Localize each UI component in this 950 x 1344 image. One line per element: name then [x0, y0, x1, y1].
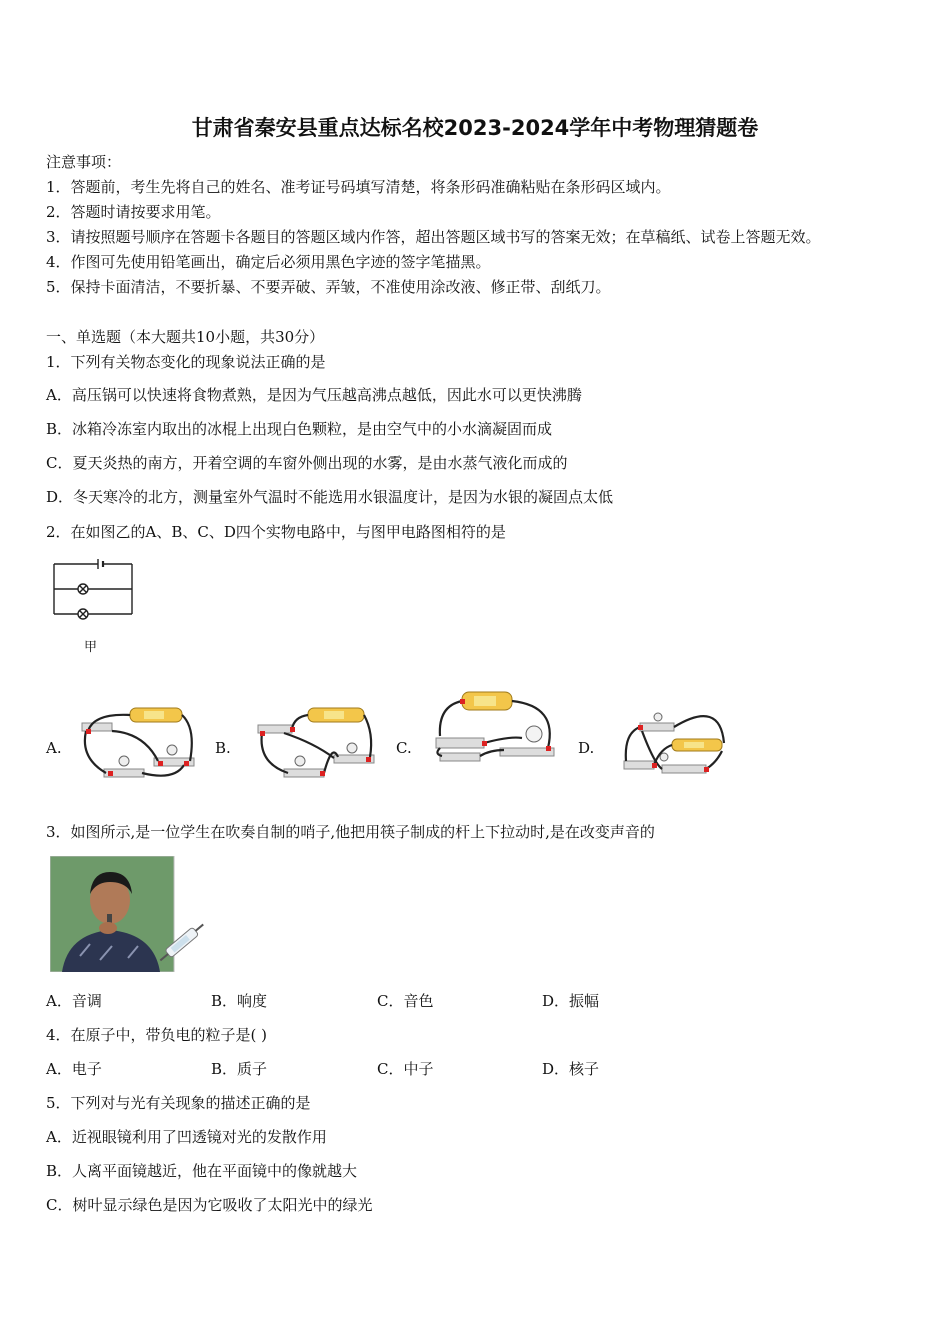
circuit-option-c-label: C. — [396, 739, 412, 757]
question-4-stem: 4．在原子中，带负电的粒子是( ) — [46, 1026, 268, 1044]
question-1-option-b: B．冰箱冷冻室内取出的冰棍上出现白色颗粒，是由空气中的小水滴凝固而成 — [46, 420, 553, 438]
question-4-option-b: B．质子 — [211, 1060, 268, 1078]
question-3-stem: 3．如图所示,是一位学生在吹奏自制的哨子,他把用筷子制成的杆上下拉动时,是在改变声音的 — [46, 823, 655, 841]
notice-item: 1．答题前，考生先将自己的姓名、准考证号码填写清楚，将条形码准确粘贴在条形码区域内。 — [46, 178, 671, 196]
notice-item: 3．请按照题号顺序在答题卡各题目的答题区域内作答，超出答题区域书写的答案无效；在草稿纸、试卷上答题无效。 — [46, 228, 821, 246]
circuit-option-b-label: B. — [215, 739, 231, 757]
question-5-option-c: C．树叶显示绿色是因为它吸收了太阳光中的绿光 — [46, 1196, 373, 1214]
question-5-stem: 5．下列对与光有关现象的描述正确的是 — [46, 1094, 311, 1112]
question-1-stem: 1．下列有关物态变化的现象说法正确的是 — [46, 353, 326, 371]
notice-item: 2．答题时请按要求用笔。 — [46, 203, 221, 221]
notice-item: 4．作图可先使用铅笔画出，确定后必须用黑色字迹的签字笔描黑。 — [46, 253, 491, 271]
notice-item: 5．保持卡面清洁，不要折暴、不要弄破、弄皱，不准使用涂改液、修正带、刮纸刀。 — [46, 278, 611, 296]
circuit-option-d-label: D. — [578, 739, 595, 757]
notice-heading: 注意事项： — [46, 153, 122, 171]
question-4-option-d: D．核子 — [542, 1060, 600, 1078]
question-4-option-c: C．中子 — [377, 1060, 434, 1078]
question-4-option-a: A．电子 — [46, 1060, 102, 1078]
circuit-diagram-jia — [50, 556, 140, 626]
question-1-option-c: C．夏天炎热的南方，开着空调的车窗外侧出现的水雾，是由水蒸气液化而成的 — [46, 454, 568, 472]
circuit-c-image — [430, 688, 560, 770]
question-3-option-d: D．振幅 — [542, 992, 600, 1010]
circuit-b-image — [254, 703, 376, 783]
circuit-option-a-label: A. — [46, 739, 62, 757]
question-5-option-a: A．近视眼镜利用了凹透镜对光的发散作用 — [46, 1128, 327, 1146]
page-title: 甘肃省秦安县重点达标名校2023-2024学年中考物理猜题卷 — [191, 116, 759, 140]
question-1-option-a: A．高压锅可以快速将食物煮熟，是因为气压越高沸点越低，因此水可以更快沸腾 — [46, 386, 582, 404]
student-whistle-photo — [50, 856, 212, 972]
circuit-d-image — [620, 703, 730, 783]
figure-label-jia: 甲 — [84, 640, 98, 655]
circuit-a-image — [74, 703, 196, 783]
question-3-option-a: A．音调 — [46, 992, 102, 1010]
section-heading: 一、单选题（本大题共10小题，共30分） — [46, 328, 325, 346]
question-5-option-b: B．人离平面镜越近，他在平面镜中的像就越大 — [46, 1162, 358, 1180]
question-2-stem: 2．在如图乙的A、B、C、D四个实物电路中，与图甲电路图相符的是 — [46, 523, 506, 541]
question-1-option-d: D．冬天寒冷的北方，测量室外气温时不能选用水银温度计，是因为水银的凝固点太低 — [46, 488, 614, 506]
question-3-option-b: B．响度 — [211, 992, 268, 1010]
question-3-option-c: C．音色 — [377, 992, 434, 1010]
